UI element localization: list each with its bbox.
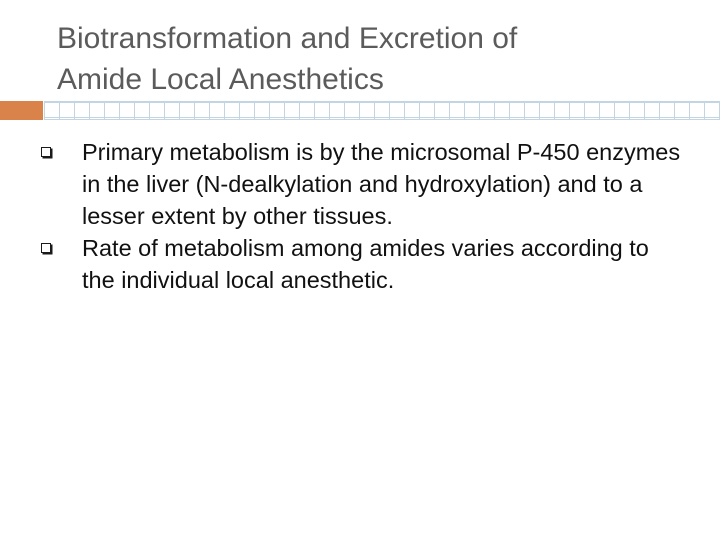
slide-title-line-2: Amide Local Anesthetics [57, 63, 384, 96]
slide-title-line-1: Biotransformation and Excretion of [57, 22, 518, 55]
square-bullet-icon [41, 243, 51, 253]
title-divider-band [44, 101, 720, 120]
bullet-text: Rate of metabolism among amides varies according to the individual local anesthetic. [82, 235, 649, 293]
bullet-item [33, 136, 683, 232]
bullet-item [33, 232, 683, 296]
bullet-text: Primary metabolism is by the microsomal P-450 enzymes in the liver (N-dealkylation and hydroxylation) and to a lesser extent by other tissues. [82, 139, 681, 229]
title-accent-bar [0, 101, 43, 120]
square-bullet-icon [41, 147, 51, 157]
bullet-list [33, 136, 683, 296]
slide-title [57, 18, 677, 100]
